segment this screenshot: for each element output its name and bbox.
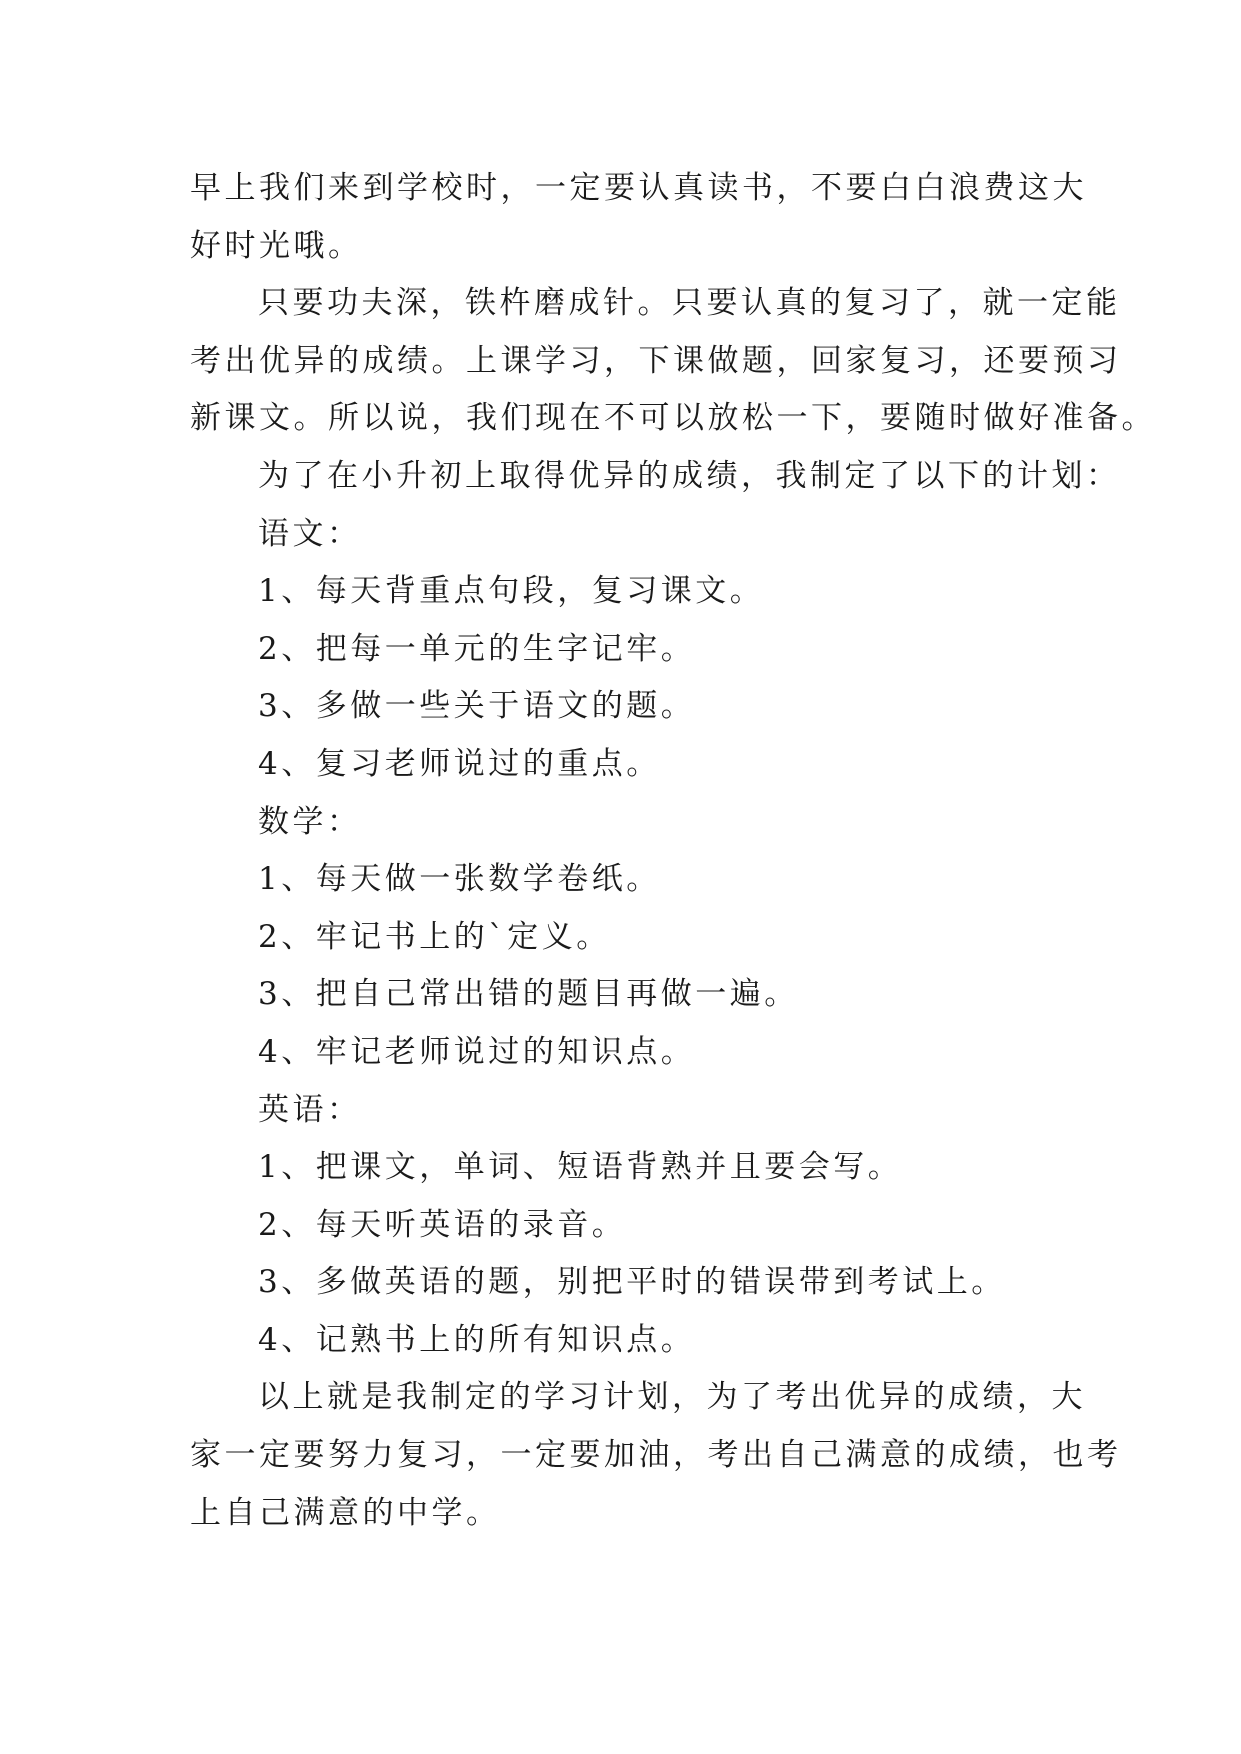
section-heading-math: 数学： — [258, 803, 362, 840]
text-line: 以上就是我制定的学习计划，为了考出优异的成绩，大 — [258, 1379, 1086, 1416]
list-item: 3、把自己常出错的题目再做一遍。 — [258, 976, 799, 1013]
text-line: 家一定要努力复习，一定要加油，考出自己满意的成绩，也考 — [190, 1437, 1122, 1474]
list-item: 4、牢记老师说过的知识点。 — [258, 1033, 696, 1070]
list-item: 1、每天背重点句段，复习课文。 — [258, 573, 765, 610]
list-item: 1、每天做一张数学卷纸。 — [258, 861, 661, 898]
text-line: 新课文。所以说，我们现在不可以放松一下，要随时做好准备。 — [190, 400, 1156, 437]
text-line: 早上我们来到学校时，一定要认真读书，不要白白浪费这大 — [190, 170, 1087, 206]
list-item: 3、多做一些关于语文的题。 — [258, 688, 696, 725]
list-item: 3、多做英语的题，别把平时的错误带到考试上。 — [258, 1264, 1006, 1301]
section-heading-chinese: 语文： — [258, 515, 362, 552]
list-item: 2、把每一单元的生字记牢。 — [258, 630, 696, 667]
section-heading-english: 英语： — [258, 1091, 362, 1128]
text-line: 考出优异的成绩。上课学习，下课做题，回家复习，还要预习 — [190, 342, 1122, 379]
document-body — [190, 160, 1156, 1542]
text-line: 上自己满意的中学。 — [190, 1494, 501, 1531]
list-item: 4、复习老师说过的重点。 — [258, 745, 661, 782]
list-item: 1、把课文，单词、短语背熟并且要会写。 — [258, 1149, 903, 1186]
text-line: 好时光哦。 — [190, 227, 363, 264]
text-line: 只要功夫深，铁杵磨成针。只要认真的复习了，就一定能 — [258, 285, 1121, 322]
list-item: 2、牢记书上的`定义。 — [258, 918, 611, 955]
list-item: 4、记熟书上的所有知识点。 — [258, 1321, 696, 1358]
text-line: 为了在小升初上取得优异的成绩，我制定了以下的计划： — [258, 457, 1121, 494]
list-item: 2、每天听英语的录音。 — [258, 1206, 627, 1243]
